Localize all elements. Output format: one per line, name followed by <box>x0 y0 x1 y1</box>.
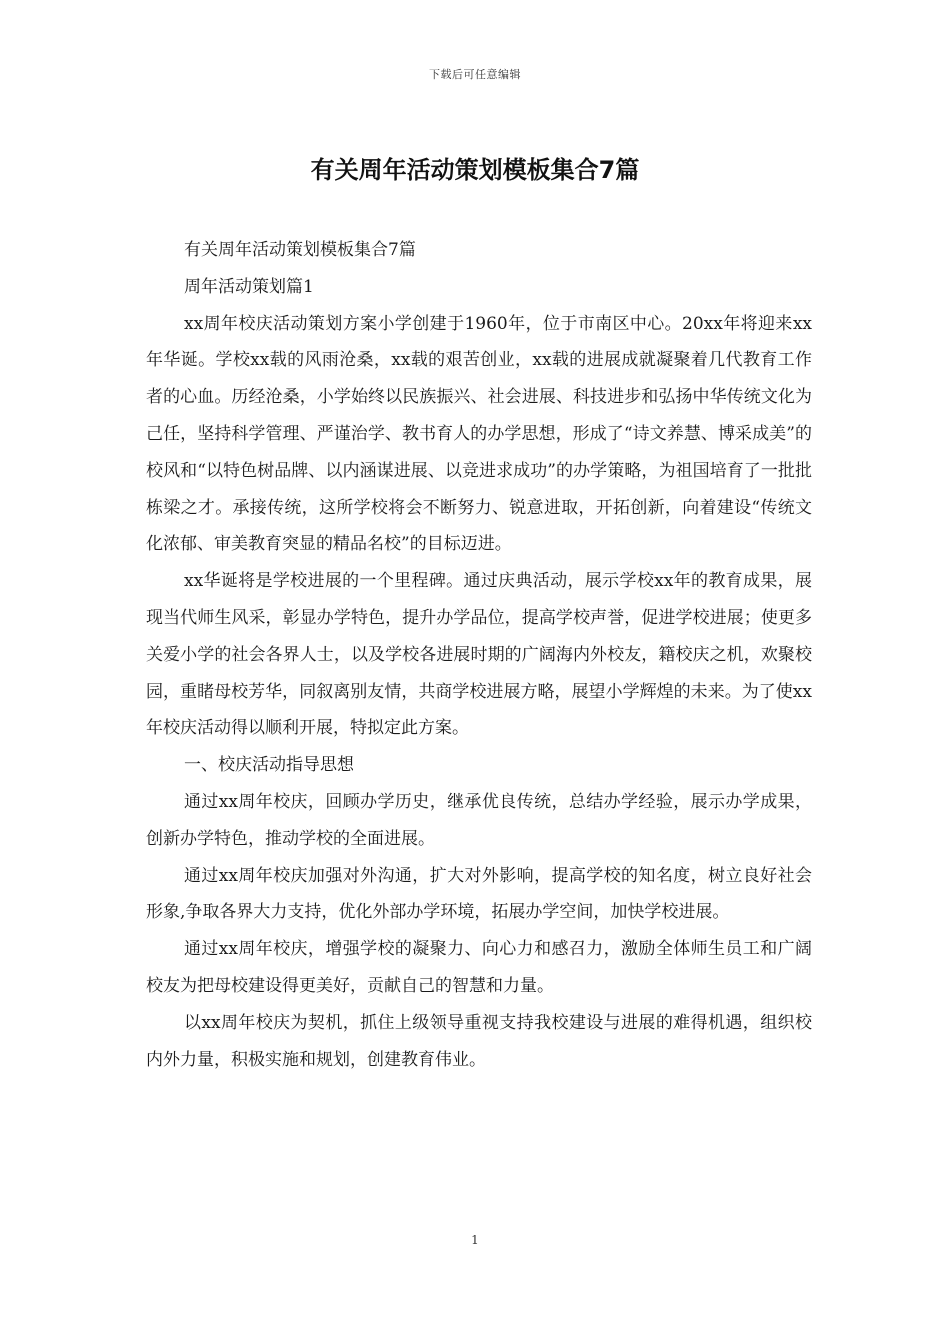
document-title: 有关周年活动策划模板集合7篇 <box>310 156 640 184</box>
paragraph-section-heading: 周年活动策划篇1 <box>184 276 314 297</box>
paragraph: 通过xx周年校庆，回顾办学历史，继承优良传统，总结办学经验，展示办学成果，创新办学特色，推动学校的全面进展。 <box>146 791 812 849</box>
paragraph-subtitle: 有关周年活动策划模板集合7篇 <box>184 240 416 260</box>
page-number: 1 <box>471 1233 479 1247</box>
paragraph: xx周年校庆活动策划方案小学创建于1960年，位于市南区中心。20xx年将迎来xx年华诞。学校xx载的风雨沧桑，xx载的艰苦创业，xx载的进展成就凝聚着几代教育工作者的心血。历经沧桑，小学始终以民族振兴、社会进展、科技进步和弘扬中华传统文化为己任，坚持科学管理、严谨治学、教书育人的办学思想，形成了“诗文养慧、博采成美”的校风和“以特色树品牌、以内涵谋进展、以竞进求成功”的办学策略，为祖国培育了一批批栋梁之才。承接传统，这所学校将会不断努力、锐意进取，开拓创新，向着建设“传统文化浓郁、审美教育突显的精品名校”的目标迈进。 <box>146 313 812 555</box>
paragraph: 通过xx周年校庆加强对外沟通，扩大对外影响，提高学校的知名度，树立良好社会形象,争取各界大力支持，优化外部办学环境，拓展办学空间，加快学校进展。 <box>146 865 812 923</box>
document-body <box>146 232 812 1078</box>
paragraph: 通过xx周年校庆，增强学校的凝聚力、向心力和感召力，激励全体师生员工和广阔校友为把母校建设得更美好，贡献自己的智慧和力量。 <box>146 939 812 996</box>
paragraph-section-heading: 一、校庆活动指导思想 <box>184 755 354 776</box>
paragraph: xx华诞将是学校进展的一个里程碑。通过庆典活动，展示学校xx年的教育成果，展现当代师生风采，彰显办学特色，提升办学品位，提高学校声誉，促进学校进展；使更多关爱小学的社会各界人士，以及学校各进展时期的广阔海内外校友，籍校庆之机，欢聚校园，重睹母校芳华，同叙离别友情，共商学校进展方略，展望小学辉煌的未来。为了使xx年校庆活动得以顺利开展，特拟定此方案。 <box>146 571 812 739</box>
header-note: 下载后可任意编辑 <box>429 68 521 81</box>
paragraph: 以xx周年校庆为契机，抓住上级领导重视支持我校建设与进展的难得机遇，组织校内外力量，积极实施和规划，创建教育伟业。 <box>146 1012 812 1070</box>
